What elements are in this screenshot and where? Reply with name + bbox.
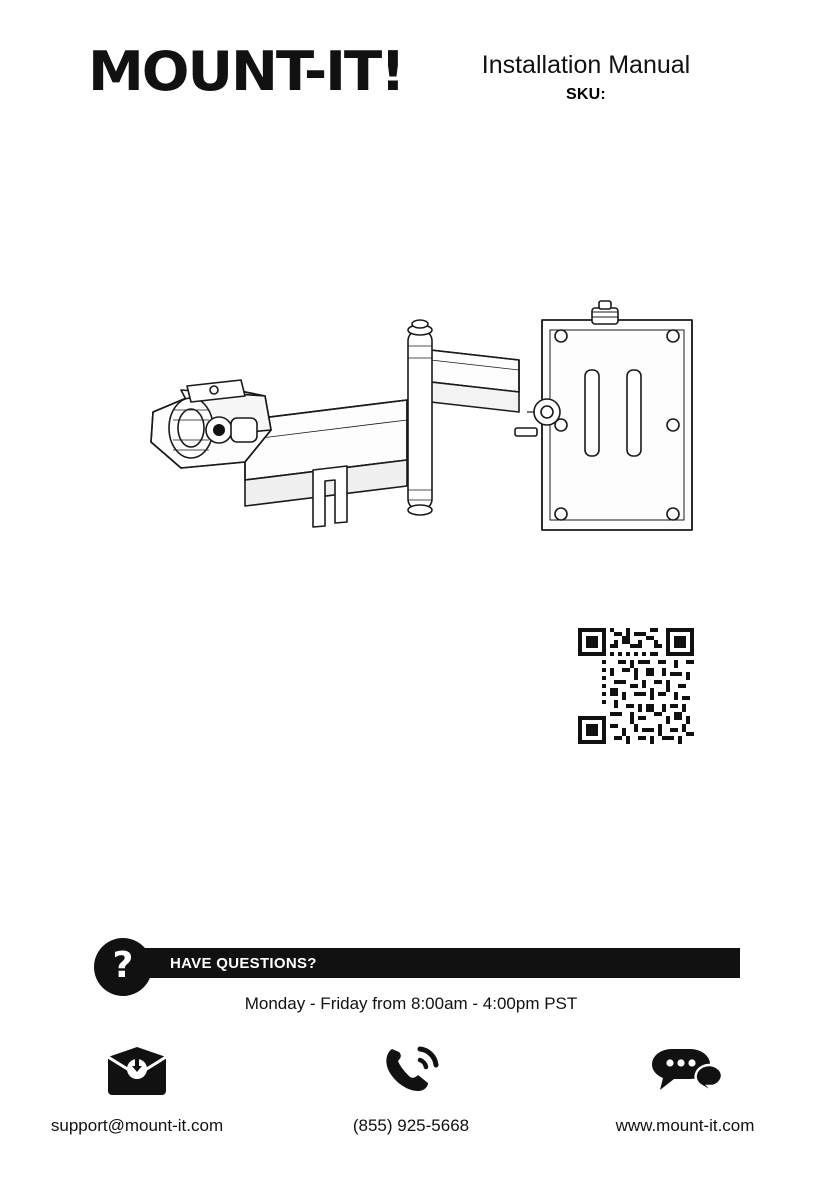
contact-row [0,1040,822,1136]
page-header [0,40,822,140]
question-mark-glyph: ? [112,945,134,986]
contact-email[interactable] [0,1040,274,1136]
question-mark-icon [94,938,152,996]
sku-label: SKU: [566,86,606,103]
upper-arm-group [408,320,519,515]
email-icon [0,1040,274,1102]
qr-code[interactable] [578,628,694,744]
brand-logo: MOUNT-IT! [88,40,404,103]
vesa-plate-group [515,301,692,530]
monitor-mount-arm-illustration [95,300,715,570]
support-hours: Monday - Friday from 8:00am - 4:00pm PST [244,994,578,1013]
page-title: Installation Manual [481,51,691,79]
chat-icon [548,1040,822,1102]
have-questions-label: HAVE QUESTIONS? [170,955,317,972]
website-label[interactable]: www.mount-it.com [615,1116,755,1135]
email-label[interactable]: support@mount-it.com [50,1116,224,1135]
have-questions-banner [140,948,740,978]
contact-phone[interactable] [274,1040,548,1136]
contact-website[interactable] [548,1040,822,1136]
phone-label[interactable]: (855) 925-5668 [352,1116,470,1135]
manual-heading-group [436,50,736,104]
phone-icon [274,1040,548,1102]
